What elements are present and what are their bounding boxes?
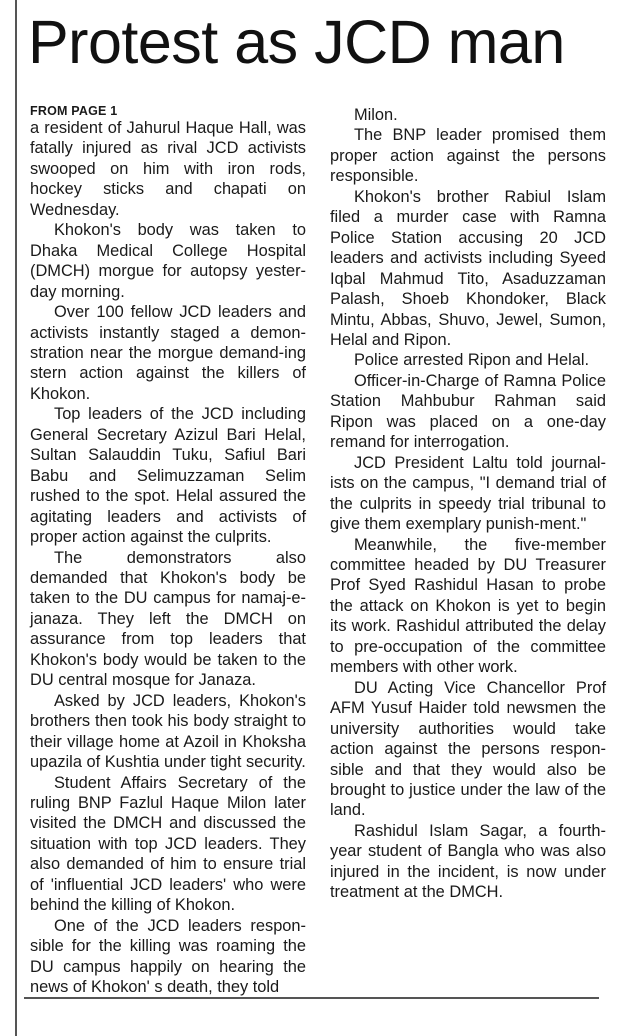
continuation-kicker: FROM PAGE 1 bbox=[30, 104, 118, 118]
paragraph: DU Acting Vice Chancellor Prof AFM Yusuf Haider told newsmen the university authorities would take action against the persons respon-sible and that they would also be brought to justice under the law of the land. bbox=[330, 678, 606, 820]
paragraph: Milon. bbox=[354, 106, 398, 124]
paragraph: Police arrested Ripon and Helal. bbox=[354, 351, 590, 370]
paragraph: Khokon's body was taken to Dhaka Medical College Hospital (DMCH) morgue for autopsy yester-day morning. bbox=[30, 221, 306, 301]
paragraph: The BNP leader promised them proper action against the persons responsible. bbox=[330, 126, 606, 186]
paragraph: Officer-in-Charge of Ramna Police Station Mahbubur Rahman said Ripon was placed on a one-day remand for interrogation. bbox=[330, 371, 606, 452]
paragraph: Over 100 fellow JCD leaders and activists instantly staged a demon-stration near the morgue demand-ing stern action against the killers of Khokon. bbox=[30, 303, 306, 403]
bottom-rule bbox=[24, 997, 599, 999]
paragraph: Top leaders of the JCD including General Secretary Azizul Bari Helal, Sultan Salauddin Tuku, Safiul Bari Babu and Selimuzzaman Selim rushed to the spot. Helal assured the agitating leaders and activists of proper action against the culprits. bbox=[30, 405, 306, 547]
paragraph: Asked by JCD leaders, Khokon's brothers then took his body straight to their village home at Azoil in Khoksha upazila of Kushtia under tight security. bbox=[30, 691, 306, 772]
paragraph: One of the JCD leaders respon-sible for the killing was roaming the DU campus happily on hearing the news of Khokon' s death, they told bbox=[30, 916, 306, 997]
article-column-2 bbox=[330, 105, 606, 903]
article-column-1 bbox=[30, 104, 306, 997]
column-divider bbox=[15, 0, 17, 1036]
paragraph: Meanwhile, the five-member committee headed by DU Treasurer Prof Syed Rashidul Hasan to probe the attack on Khokon is yet to begin its work. Rashidul attributed the delay to pre-occupation of the committee members with other work. bbox=[330, 535, 606, 677]
paragraph: JCD President Laltu told journal-ists on the campus, "I demand trial of the culprits in speedy trial tribunal to give them exemplary punish-ment." bbox=[330, 453, 606, 534]
paragraph: Khokon's brother Rabiul Islam filed a murder case with Ramna Police Station accusing 20 JCD leaders and activists including Syeed Iqbal Mahmud Tito, Asaduzzaman Palash, Shoeb Khondoker, Black Mintu, Abbas, Shuvo, Jewel, Sumon, Helal and Ripon. bbox=[330, 187, 606, 349]
paragraph: a resident of Jahurul Haque Hall, was fatally injured as rival JCD activists swooped on him with iron rods, hockey sticks and chapati on Wednesday. bbox=[30, 119, 306, 219]
paragraph: Student Affairs Secretary of the ruling BNP Fazlul Haque Milon later visited the DMCH and discussed the situation with top JCD leaders. They also demanded of him to ensure trial of 'influential JCD leaders' who were behind the killing of Khokon. bbox=[30, 773, 306, 915]
paragraph: The demonstrators also demanded that Khokon's body be taken to the DU campus for namaj-e- janaza. They left the DMCH on assurance from top leaders that Khokon's body would be taken to the DU central mosque for Janaza. bbox=[30, 548, 306, 690]
paragraph: Rashidul Islam Sagar, a fourth-year student of Bangla who was also injured in the incident, is now under treatment at the DMCH. bbox=[330, 821, 606, 902]
headline: Protest as JCD man bbox=[28, 8, 565, 76]
